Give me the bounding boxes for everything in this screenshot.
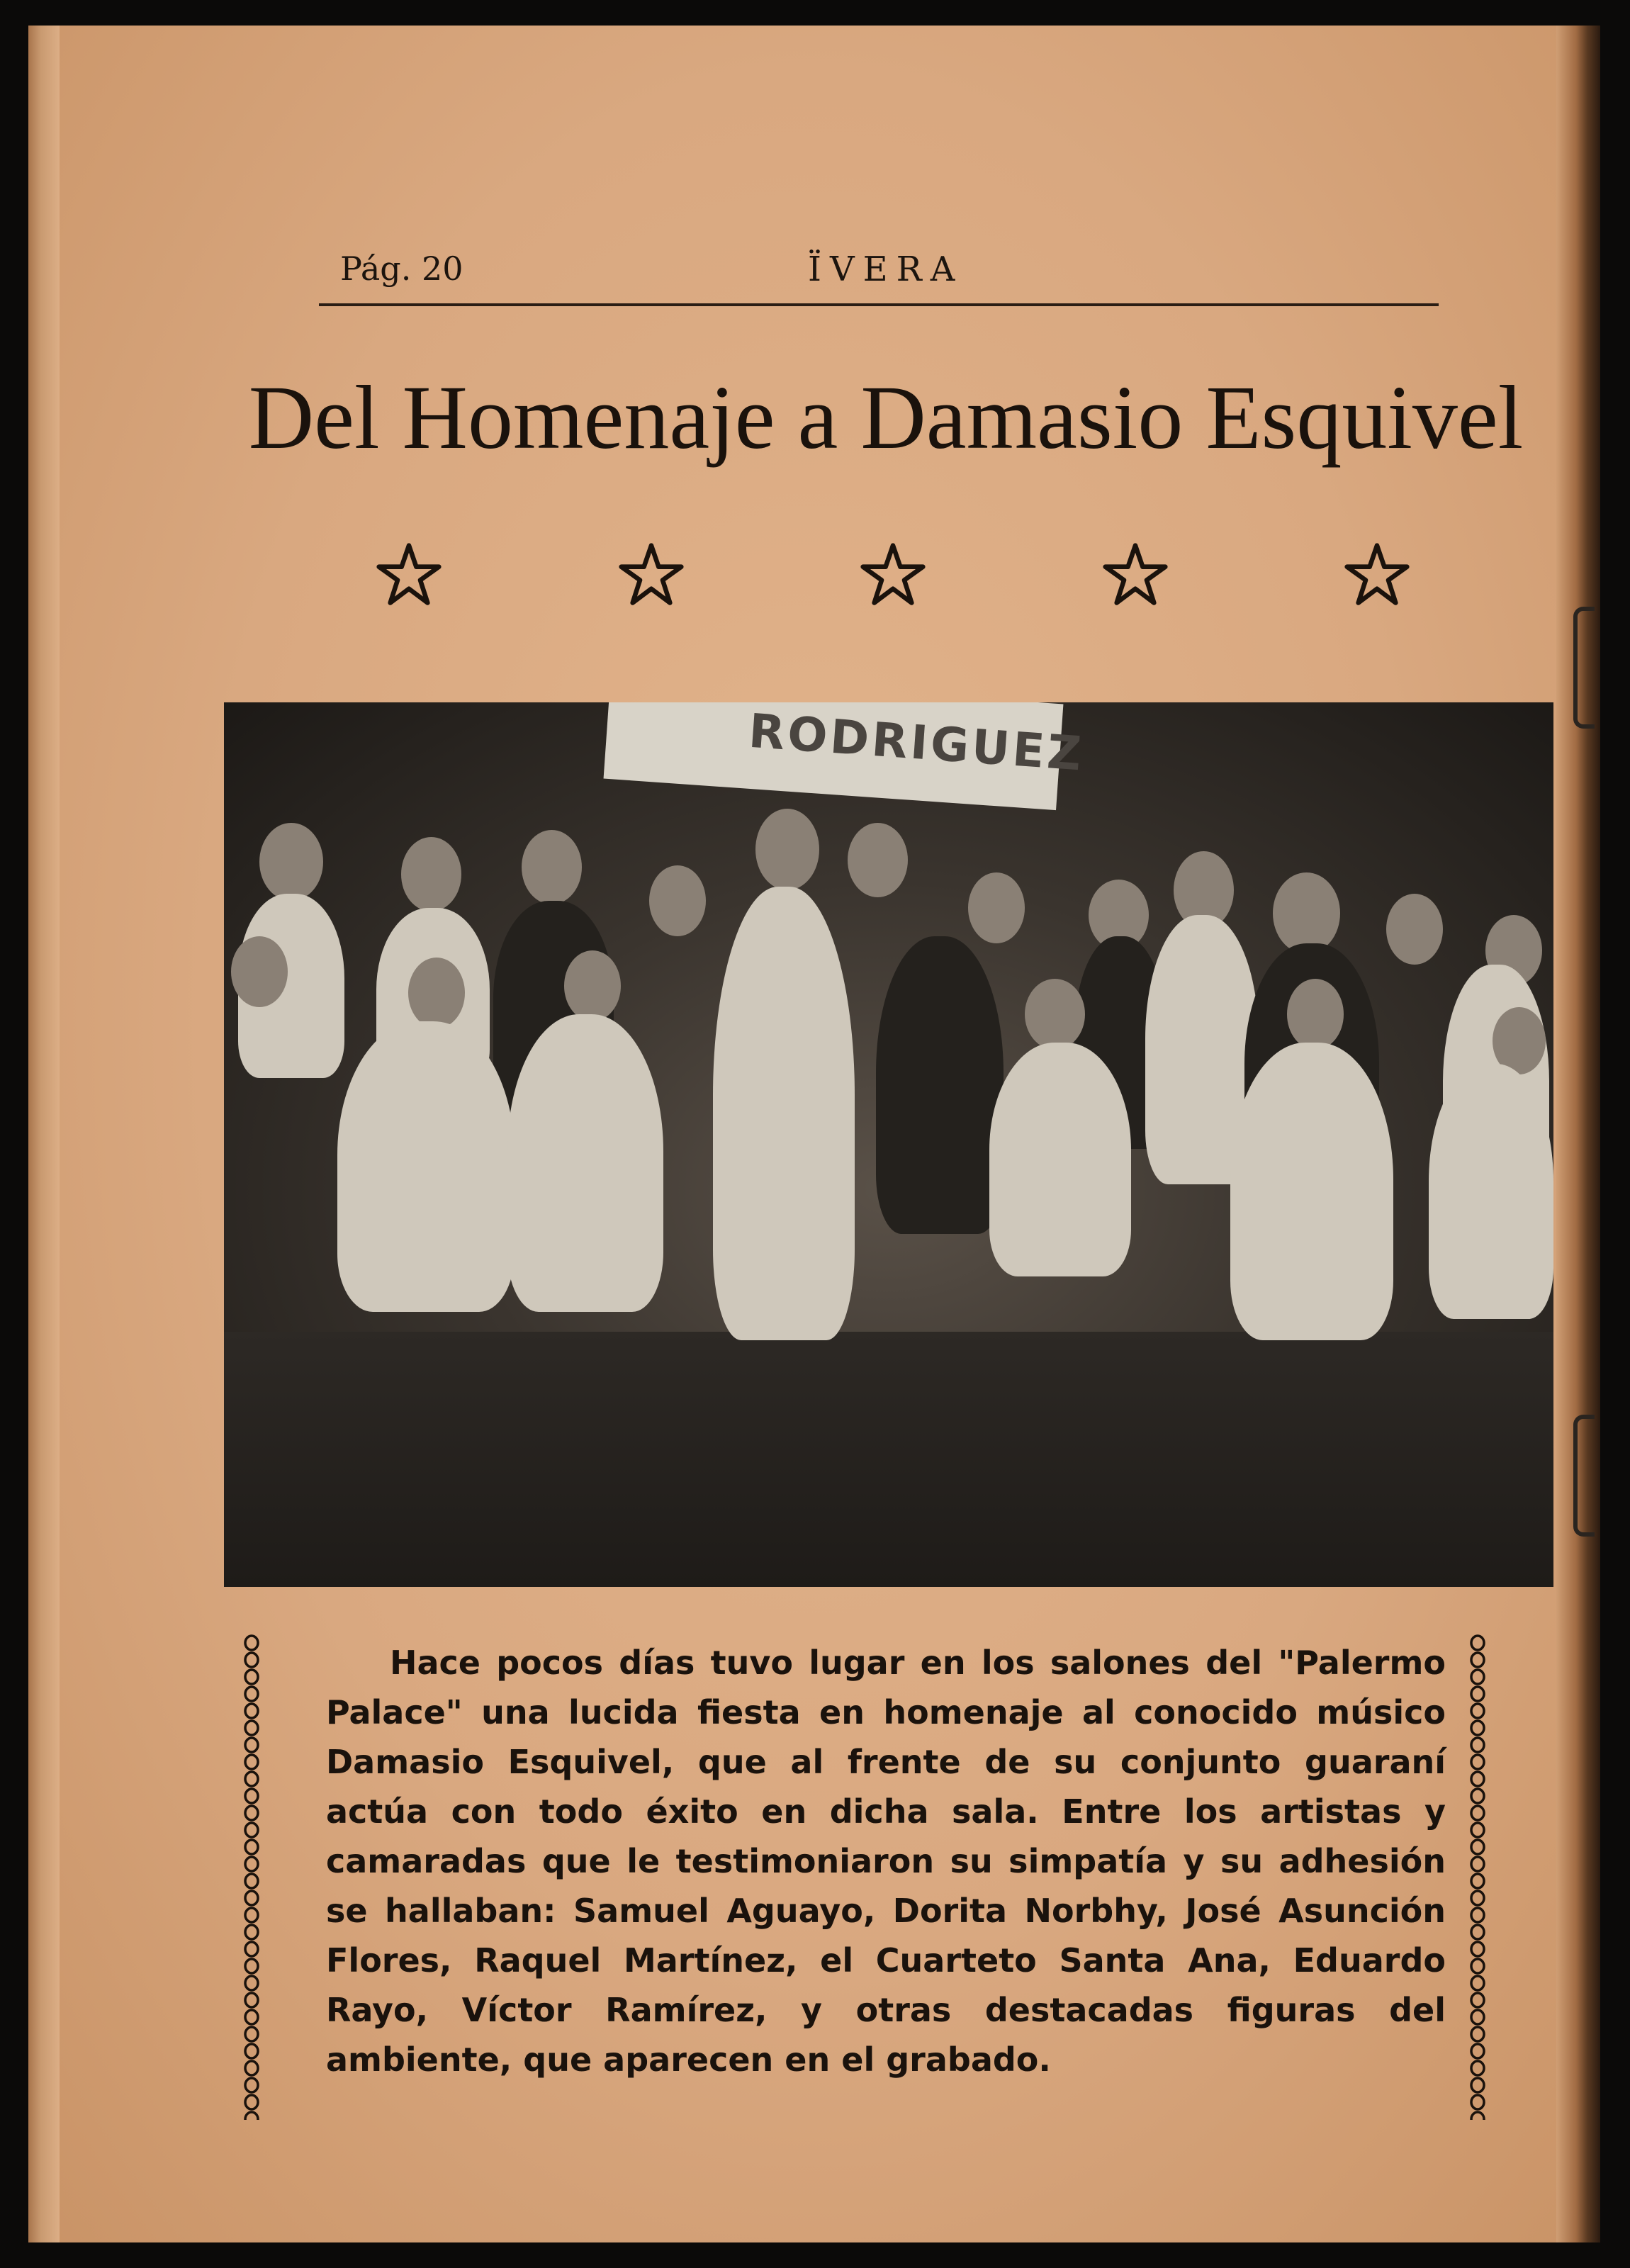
- person-head: [1287, 979, 1344, 1050]
- ornament-border-right: [1467, 1634, 1488, 2120]
- star-icon: [860, 541, 926, 608]
- binding-spine: [1556, 26, 1600, 2242]
- seated-figure: [1230, 1043, 1393, 1340]
- page-header: [319, 221, 1439, 299]
- person-head: [755, 809, 819, 890]
- page-number: Pág. 20: [340, 249, 463, 288]
- banner-text: RODRIGUEZ: [747, 703, 1086, 782]
- person-head: [564, 950, 621, 1021]
- person-figure: [876, 936, 1004, 1234]
- star-icon: [376, 541, 442, 608]
- star-icon: [1344, 541, 1410, 608]
- person-head: [259, 823, 323, 901]
- star-icon: [1102, 541, 1169, 608]
- page-left-edge: [28, 26, 60, 2242]
- person-head: [522, 830, 582, 904]
- group-photograph: [224, 702, 1553, 1587]
- person-head: [231, 936, 288, 1007]
- ornament-border-left: [241, 1634, 262, 2120]
- star-icon: [618, 541, 685, 608]
- photo-banner: [604, 702, 1086, 810]
- seated-figure: [1429, 1064, 1553, 1319]
- staple-bottom: [1573, 1415, 1595, 1537]
- singer-figure: [713, 887, 855, 1340]
- seated-figure: [989, 1043, 1131, 1276]
- seated-figure: [507, 1014, 663, 1312]
- staple-top: [1573, 607, 1595, 729]
- person-head: [401, 837, 461, 911]
- person-head: [848, 823, 908, 897]
- article-paragraph: Hace pocos días tuvo lugar en los salones del "Palermo Palace" una lucida fiesta en homenaje al conocido músico Damasio Esquivel, que al frente de su conjunto guaraní actúa con todo éxito en dicha sala. Entre los artistas y camaradas que le testimoniaron su simpatía y su adhesión se hallaban: Samuel Aguayo, Dorita Norbhy, José Asunción Flores, Raquel Martínez, el Cuarteto Santa Ana, Eduardo Rayo, Víctor Ramírez, y otras destacadas figuras del ambiente, que aparecen en el grabado.: [326, 1644, 1446, 2079]
- photo-stage: [224, 1332, 1553, 1587]
- article-title: Del Homenaje a Damasio Esquivel: [248, 367, 1524, 468]
- header-rule: [319, 303, 1439, 306]
- person-head: [649, 865, 706, 936]
- article-body: [326, 1638, 1446, 2084]
- star-divider: [376, 536, 1410, 614]
- magazine-name: ÏVERA: [808, 249, 964, 289]
- seated-figure: [337, 1021, 515, 1312]
- person-head: [408, 958, 465, 1028]
- magazine-page: [28, 26, 1600, 2242]
- person-head: [1025, 979, 1085, 1050]
- person-head: [968, 872, 1025, 943]
- person-head: [1273, 872, 1340, 954]
- person-head: [1386, 894, 1443, 965]
